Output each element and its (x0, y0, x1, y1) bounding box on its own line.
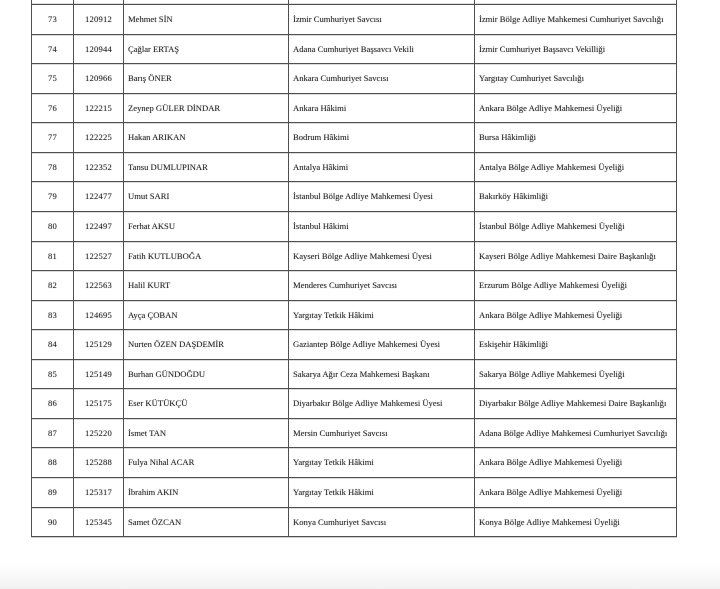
table-row (32, 389, 676, 419)
cell-current-position: Diyarbakır Bölge Adliye Mahkemesi Üyesi (288, 389, 474, 418)
cell-registry-number: 120912 (73, 5, 123, 34)
cell-current-position: Ankara Hâkimi (288, 94, 474, 123)
cell-registry-number: 125288 (73, 448, 123, 477)
cell-current-position: Mersin Cumhuriyet Savcısı (288, 419, 474, 448)
cell-appointed-position: Bursa Hâkimliği (474, 123, 676, 152)
cell-registry-number: 125129 (73, 330, 123, 359)
cell-registry-number: 120944 (73, 35, 123, 64)
cell-row-number: 87 (48, 427, 57, 438)
cell-registry-number: 122215 (73, 94, 123, 123)
cell-name: Umut SARI (123, 182, 288, 211)
cell-registry-number: 125220 (73, 419, 123, 448)
cell-appointed-position: İzmir Cumhuriyet Başsavcı Vekilliği (474, 35, 676, 64)
appointments-table (31, 0, 677, 537)
cell-registry-number: 124695 (73, 301, 123, 330)
cell-row-number: 73 (48, 14, 57, 25)
cell-current-position: Adana Cumhuriyet Başsavcı Vekili (288, 35, 474, 64)
cell-name: Fulya Nihal ACAR (123, 448, 288, 477)
table-row (32, 182, 676, 212)
cell-current-position: Gaziantep Bölge Adliye Mahkemesi Üyesi (288, 330, 474, 359)
table-row (32, 242, 676, 272)
table-row (32, 508, 676, 537)
cell-row-number: 88 (48, 457, 57, 468)
cell-registry-number: 122352 (73, 153, 123, 182)
cell-registry-number: 125317 (73, 478, 123, 507)
cell-appointed-position: Ankara Bölge Adliye Mahkemesi Üyeliği (474, 478, 676, 507)
cell-name: Zeynep GÜLER DİNDAR (123, 94, 288, 123)
cell-appointed-position: Bakırköy Hâkimliği (474, 182, 676, 211)
cell-registry-number: 122527 (73, 242, 123, 271)
cell-name: Barış ÖNER (123, 64, 288, 93)
cell-name: Fatih KUTLUBOĞA (123, 242, 288, 271)
cell-row-number: 84 (48, 339, 57, 350)
cell-appointed-position: Ankara Bölge Adliye Mahkemesi Üyeliği (474, 94, 676, 123)
cell-row-number: 85 (48, 368, 57, 379)
cell-appointed-position: Ankara Bölge Adliye Mahkemesi Üyeliği (474, 448, 676, 477)
cell-appointed-position: Antalya Bölge Adliye Mahkemesi Üyeliği (474, 153, 676, 182)
table-row (32, 448, 676, 478)
cell-row-number: 90 (48, 516, 57, 527)
table-row (32, 330, 676, 360)
previous-row-sliver (31, 0, 677, 4)
table-row (32, 153, 676, 183)
cell-registry-number: 122225 (73, 123, 123, 152)
cell-appointed-position: Diyarbakır Bölge Adliye Mahkemesi Daire Başkanlığı (474, 389, 676, 418)
cell-current-position: Sakarya Ağır Ceza Mahkemesi Başkanı (288, 360, 474, 389)
cell-registry-number: 125345 (73, 508, 123, 537)
cell-current-position: Yargıtay Tetkik Hâkimi (288, 478, 474, 507)
cell-current-position: Ankara Cumhuriyet Savcısı (288, 64, 474, 93)
cell-registry-number: 122563 (73, 271, 123, 300)
table-row (32, 35, 676, 65)
cell-row-number: 80 (48, 220, 57, 231)
cell-registry-number: 122497 (73, 212, 123, 241)
table-row (32, 360, 676, 390)
cell-row-number: 74 (48, 43, 57, 54)
cell-current-position: İstanbul Bölge Adliye Mahkemesi Üyesi (288, 182, 474, 211)
cell-name: İbrahim AKIN (123, 478, 288, 507)
cell-name: Nurten ÖZEN DAŞDEMİR (123, 330, 288, 359)
table-row (32, 94, 676, 124)
cell-appointed-position: Ankara Bölge Adliye Mahkemesi Üyeliği (474, 301, 676, 330)
cell-name: Halil KURT (123, 271, 288, 300)
cell-current-position: İzmir Cumhuriyet Savcısı (288, 5, 474, 34)
table-row (32, 123, 676, 153)
cell-name: Çağlar ERTAŞ (123, 35, 288, 64)
cell-row-number: 83 (48, 309, 57, 320)
cell-current-position: Kayseri Bölge Adliye Mahkemesi Üyesi (288, 242, 474, 271)
table-body (31, 4, 677, 537)
cell-current-position: Yargıtay Tetkik Hâkimi (288, 448, 474, 477)
cell-row-number: 75 (48, 73, 57, 84)
cell-current-position: İstanbul Hâkimi (288, 212, 474, 241)
cell-current-position: Menderes Cumhuriyet Savcısı (288, 271, 474, 300)
table-row (32, 301, 676, 331)
cell-appointed-position: Adana Bölge Adliye Mahkemesi Cumhuriyet Savcılığı (474, 419, 676, 448)
page-bottom-shadow (0, 563, 720, 589)
table-row (32, 5, 676, 35)
cell-appointed-position: Konya Bölge Adliye Mahkemesi Üyeliği (474, 508, 676, 537)
cell-name: Tansu DUMLUPINAR (123, 153, 288, 182)
cell-name: Hakan ARIKAN (123, 123, 288, 152)
cell-current-position: Yargıtay Tetkik Hâkimi (288, 301, 474, 330)
cell-name: Ferhat AKSU (123, 212, 288, 241)
cell-row-number: 77 (48, 132, 57, 143)
cell-row-number: 79 (48, 191, 57, 202)
cell-appointed-position: Sakarya Bölge Adliye Mahkemesi Üyeliği (474, 360, 676, 389)
cell-current-position: Konya Cumhuriyet Savcısı (288, 508, 474, 537)
cell-name: Samet ÖZCAN (123, 508, 288, 537)
table-row (32, 478, 676, 508)
cell-name: Mehmet SİN (123, 5, 288, 34)
cell-row-number: 86 (48, 398, 57, 409)
cell-appointed-position: Eskişehir Hâkimliği (474, 330, 676, 359)
table-row (32, 419, 676, 449)
cell-row-number: 76 (48, 102, 57, 113)
table-row (32, 64, 676, 94)
cell-registry-number: 122477 (73, 182, 123, 211)
cell-appointed-position: Yargıtay Cumhuriyet Savcılığı (474, 64, 676, 93)
cell-name: Burhan GÜNDOĞDU (123, 360, 288, 389)
table-row (32, 212, 676, 242)
cell-appointed-position: İzmir Bölge Adliye Mahkemesi Cumhuriyet Savcılığı (474, 5, 676, 34)
cell-row-number: 89 (48, 487, 57, 498)
cell-appointed-position: Kayseri Bölge Adliye Mahkemesi Daire Başkanlığı (474, 242, 676, 271)
cell-name: Eser KÜTÜKÇÜ (123, 389, 288, 418)
cell-appointed-position: İstanbul Bölge Adliye Mahkemesi Üyeliği (474, 212, 676, 241)
cell-name: İsmet TAN (123, 419, 288, 448)
cell-row-number: 81 (48, 250, 57, 261)
cell-row-number: 78 (48, 161, 57, 172)
cell-registry-number: 120966 (73, 64, 123, 93)
cell-current-position: Antalya Hâkimi (288, 153, 474, 182)
cell-appointed-position: Erzurum Bölge Adliye Mahkemesi Üyeliği (474, 271, 676, 300)
cell-registry-number: 125149 (73, 360, 123, 389)
cell-registry-number: 125175 (73, 389, 123, 418)
table-row (32, 271, 676, 301)
cell-row-number: 82 (48, 280, 57, 291)
cell-current-position: Bodrum Hâkimi (288, 123, 474, 152)
cell-name: Ayça ÇOBAN (123, 301, 288, 330)
